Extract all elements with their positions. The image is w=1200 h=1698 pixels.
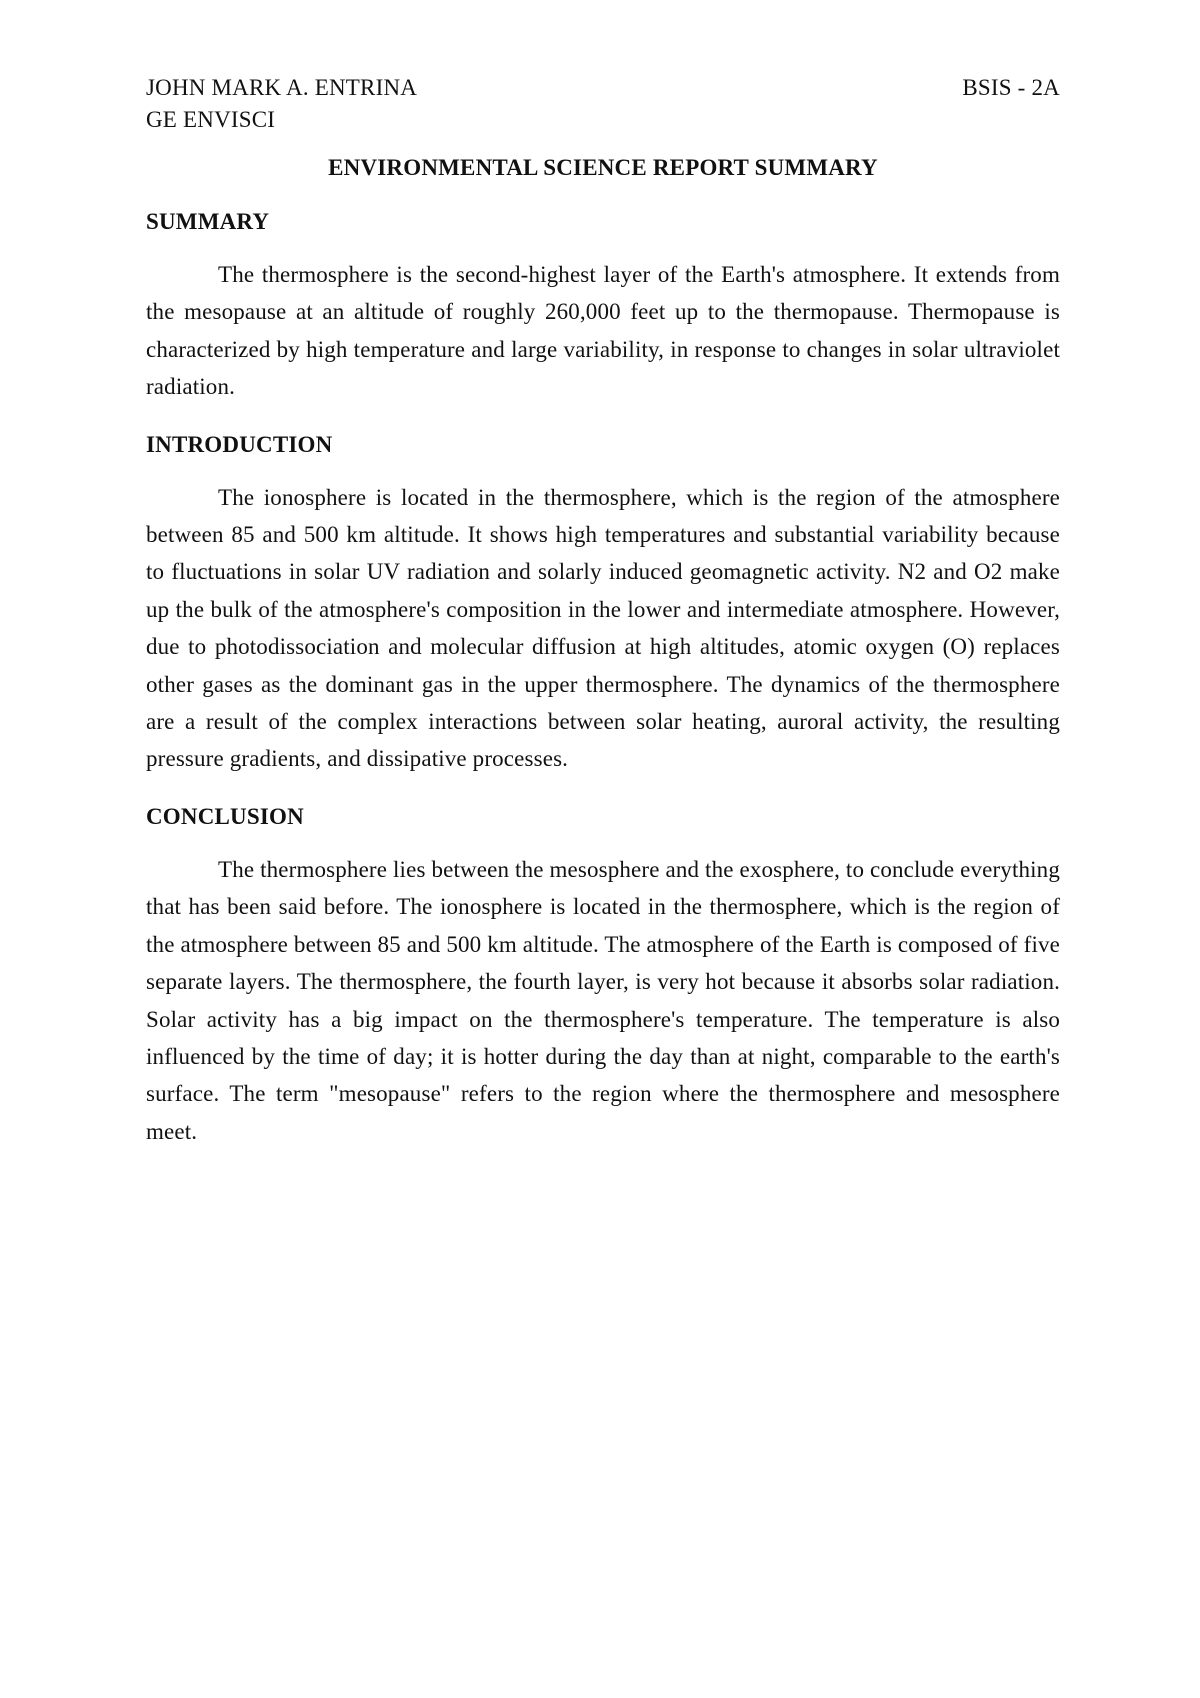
summary-heading: SUMMARY: [146, 209, 270, 234]
conclusion-paragraph: The thermosphere lies between the mesosphere and the exosphere, to conclude everything that has been said before. The ionosphere is located in the thermosphere, which is the region of the atmosphere between 85 and 500 km altitude. The atmosphere of the Earth is composed of five separate layers. The thermosphere, the fourth layer, is very hot because it absorbs solar radiation. Solar activity has a big impact on the thermosphere's temperature. The temperature is also influenced by the time of day; it is hotter during the day than at night, comparable to the earth's surface. The term "mesopause" refers to the region where the thermosphere and mesosphere meet.: [146, 856, 1060, 1144]
student-name: JOHN MARK A. ENTRINA: [146, 75, 418, 100]
introduction-heading: INTRODUCTION: [146, 431, 333, 457]
summary-paragraph: The thermosphere is the second-highest layer of the Earth's atmosphere. It extends from the mesopause at an altitude of roughly 260,000 feet up to the thermopause. Thermopause is characterized by high temperature and large variability, in response to changes in solar ultraviolet radiation.: [146, 262, 1060, 400]
student-section: BSIS - 2A: [962, 75, 1060, 100]
introduction-paragraph: The ionosphere is located in the thermosphere, which is the region of the atmosphere between 85 and 500 km altitude. It shows high temperatures and substantial variability because to fluctuations in solar UV radiation and solarly induced geomagnetic activity. N2 and O2 make up the bulk of the atmosphere's composition in the lower and intermediate atmosphere. However, due to photodissociation and molecular diffusion at high altitudes, atomic oxygen (O) replaces other gases as the dominant gas in the upper thermosphere. The dynamics of the thermosphere are a result of the complex interactions between solar heating, auroral activity, the resulting pressure gradients, and dissipative processes.: [146, 484, 1060, 772]
document-title: ENVIRONMENTAL SCIENCE REPORT SUMMARY: [328, 155, 878, 180]
conclusion-heading: CONCLUSION: [146, 803, 304, 829]
header-row: [146, 72, 1060, 104]
course-code: GE ENVISCI: [146, 107, 276, 132]
document-page: [146, 72, 1060, 1173]
